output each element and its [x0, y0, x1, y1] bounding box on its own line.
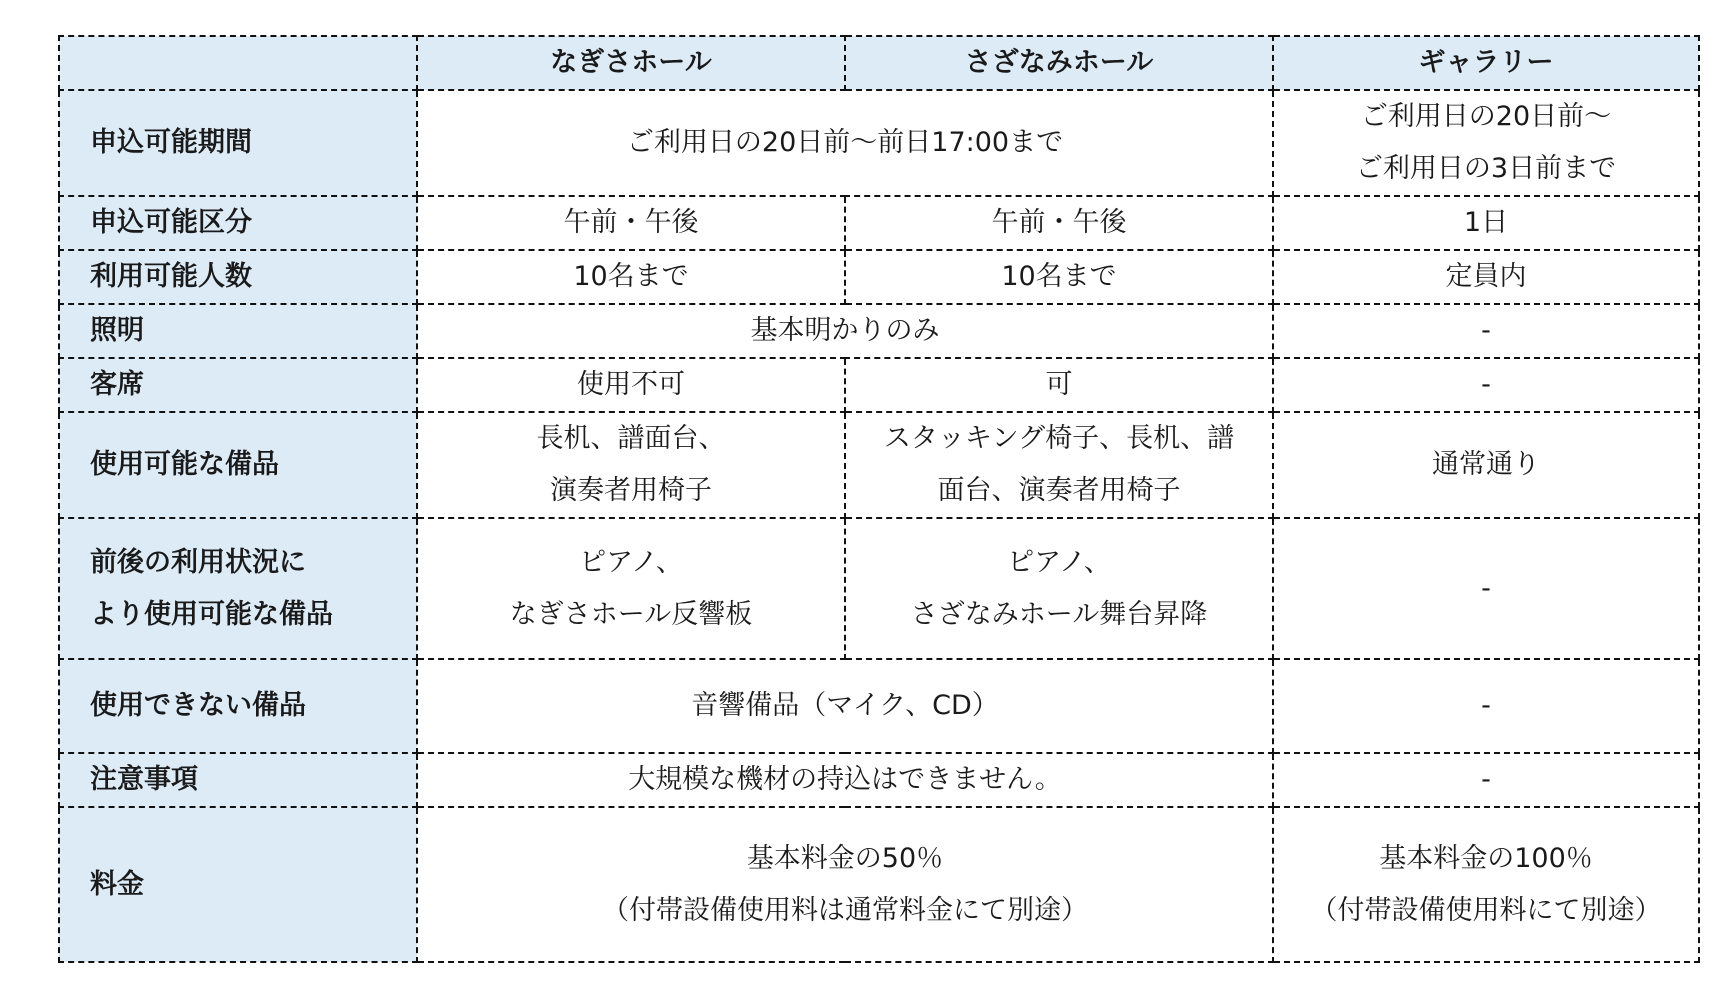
- row-label: 申込可能期間: [59, 90, 417, 196]
- cell-gallery: -: [1273, 518, 1699, 659]
- cell-line: さざなみホール舞台昇降: [910, 598, 1208, 630]
- cell-gallery: -: [1273, 753, 1699, 807]
- cell-gallery: -: [1273, 358, 1699, 412]
- label-line: より使用可能な備品: [90, 598, 333, 630]
- cell-line: ご利用日の3日前まで: [1355, 153, 1617, 184]
- cell-sazanami: 可: [845, 358, 1273, 412]
- cell-line: 基本料金の50％: [746, 842, 944, 874]
- cell-halls: 音響備品（マイク、CD）: [417, 659, 1273, 753]
- cell-gallery: [1273, 807, 1699, 962]
- cell-halls: 基本明かりのみ: [417, 304, 1273, 358]
- cell-gallery: [1273, 90, 1699, 196]
- cell-sazanami: 午前・午後: [845, 196, 1273, 250]
- cell-line: スタッキング椅子、長机、譜: [883, 423, 1235, 454]
- header-row: [59, 36, 1699, 90]
- cell-line: 面台、演奏者用椅子: [937, 475, 1181, 506]
- cell-nagisa: [417, 518, 845, 659]
- row-lighting: [59, 304, 1699, 358]
- row-seating: [59, 358, 1699, 412]
- row-unavailable-equipment: [59, 659, 1699, 753]
- row-label: 客席: [59, 358, 417, 412]
- row-label: 使用できない備品: [59, 659, 417, 753]
- row-label: 利用可能人数: [59, 250, 417, 304]
- row-label: 注意事項: [59, 753, 417, 807]
- cell-halls: 大規模な機材の持込はできません。: [417, 753, 1273, 807]
- cell-line: （付帯設備使用料は通常料金にて別途）: [602, 894, 1088, 926]
- row-notes: [59, 753, 1699, 807]
- row-application-unit: [59, 196, 1699, 250]
- header-nagisa-hall: なぎさホール: [417, 36, 845, 90]
- cell-line: ご利用日の20日前～: [1360, 101, 1612, 132]
- cell-line: なぎさホール反響板: [509, 598, 753, 630]
- cell-line: ピアノ、: [579, 546, 683, 578]
- cell-nagisa: 使用不可: [417, 358, 845, 412]
- label-line: 前後の利用状況に: [90, 546, 306, 578]
- cell-gallery: -: [1273, 659, 1699, 753]
- cell-nagisa: [417, 412, 845, 518]
- cell-line: （付帯設備使用料にて別途）: [1310, 894, 1662, 926]
- cell-line: 長机、譜面台、: [536, 423, 726, 454]
- row-conditional-equipment: [59, 518, 1699, 659]
- row-label: 料金: [59, 807, 417, 962]
- header-sazanami-hall: さざなみホール: [845, 36, 1273, 90]
- row-label: [59, 518, 417, 659]
- cell-sazanami: [845, 412, 1273, 518]
- cell-halls: [417, 807, 1273, 962]
- row-label: 申込可能区分: [59, 196, 417, 250]
- row-fee: [59, 807, 1699, 962]
- cell-nagisa: 午前・午後: [417, 196, 845, 250]
- row-equipment: [59, 412, 1699, 518]
- cell-sazanami: 10名まで: [845, 250, 1273, 304]
- cell-gallery: 1日: [1273, 196, 1699, 250]
- cell-line: 基本料金の100％: [1379, 842, 1593, 874]
- cell-sazanami: [845, 518, 1273, 659]
- cell-gallery: -: [1273, 304, 1699, 358]
- row-application-period: [59, 90, 1699, 196]
- facility-comparison-table: [58, 35, 1700, 963]
- cell-halls: ご利用日の20日前～前日17:00まで: [417, 90, 1273, 196]
- row-capacity: [59, 250, 1699, 304]
- row-label: 使用可能な備品: [59, 412, 417, 518]
- row-label: 照明: [59, 304, 417, 358]
- cell-gallery: 通常通り: [1273, 412, 1699, 518]
- cell-line: 演奏者用椅子: [550, 475, 712, 506]
- cell-gallery: 定員内: [1273, 250, 1699, 304]
- header-corner: [59, 36, 417, 90]
- header-gallery: ギャラリー: [1273, 36, 1699, 90]
- cell-nagisa: 10名まで: [417, 250, 845, 304]
- cell-line: ピアノ、: [1007, 546, 1111, 578]
